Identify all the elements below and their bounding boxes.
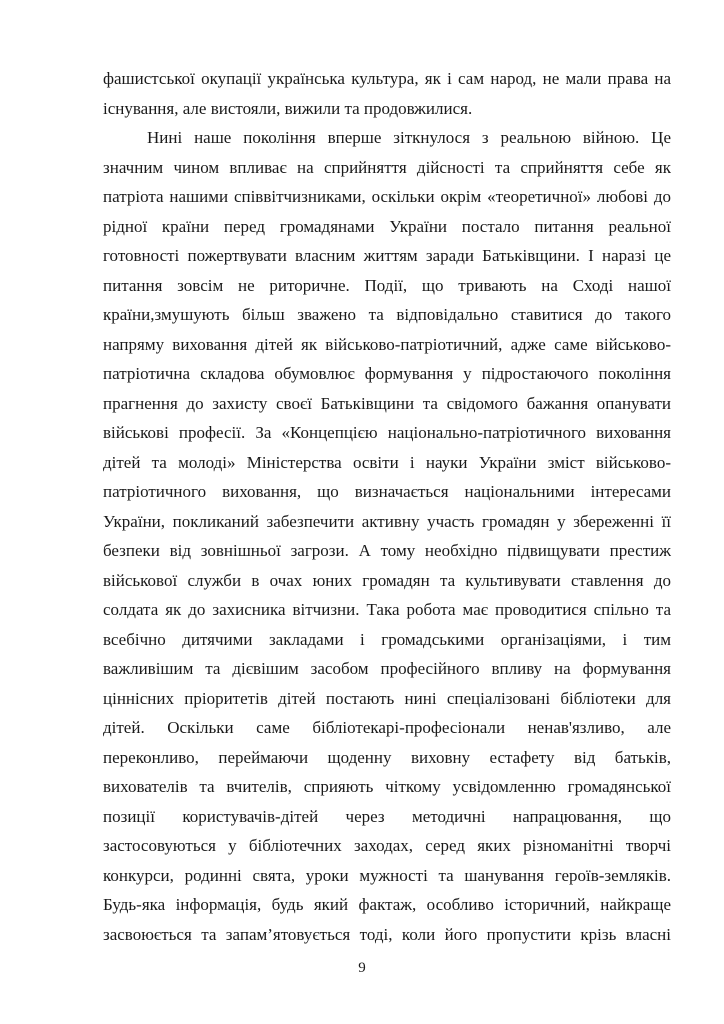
text-line: вихователів та вчителів, сприяють чіткому усвідомленню громадянської	[103, 777, 671, 796]
text-line: фашистської окупації українська культура, як і сам народ, не мали права на	[103, 69, 671, 88]
text-line: країни,змушують більш зважено та відповідально ставитися до такого	[103, 305, 671, 324]
text-line: дітей та молоді» Міністерства освіти і науки України зміст військово-	[103, 452, 671, 472]
text-line: Будь-яка інформація, будь який фактаж, особливо історичний, найкраще	[103, 895, 671, 914]
text-line: переконливо, переймаючи щоденну виховну естафету від батьків,	[103, 747, 671, 767]
text-line: патріотичного виховання, що визначається національними інтересами	[103, 482, 671, 501]
text-line: всебічно дитячими закладами і громадськими організаціями, і тим	[103, 629, 671, 649]
text-line: України, покликаний забезпечити активну участь громадян у збереженні її	[103, 511, 671, 531]
text-line: засвоюється та запам’ятовується тоді, коли його пропустити крізь власні	[103, 924, 671, 944]
text-line: прагнення до захисту своєї Батьківщини та свідомого бажання опанувати	[103, 393, 671, 413]
text-line: військової служби в очах юних громадян та культивувати ставлення до	[103, 570, 671, 590]
text-line: питання зовсім не риторичне. Події, що тривають на Сході нашої	[103, 275, 671, 295]
text-line: позиції користувачів-дітей через методичні напрацювання, що	[103, 806, 671, 826]
text-line: важливішим та дієвішим засобом професійного впливу на формування	[103, 659, 671, 678]
text-line: патріотична складова обумовлює формування у підростаючого покоління	[103, 364, 671, 383]
text-line: ціннісних пріоритетів дітей постають нині спеціалізовані бібліотеки для	[103, 688, 671, 708]
text-line: рідної країни перед громадянами України постало питання реальної	[103, 216, 671, 236]
text-line: безпеки від зовнішньої загрози. А тому необхідно підвищувати престиж	[103, 541, 671, 560]
text-line: дітей. Оскільки саме бібліотекарі-професіонали ненав'язливо, але	[103, 718, 671, 737]
text-line: військові професії. За «Концепцією національно-патріотичного виховання	[103, 423, 671, 442]
text-line: патріота нашими співвітчизниками, оскільки окрім «теоретичної» любові до	[103, 187, 671, 206]
text-line: застосовуються у бібліотечних заходах, серед яких різноманітні творчі	[103, 836, 671, 855]
page-number: 9	[358, 960, 366, 976]
text-line: значним чином впливає на сприйняття дійсності та сприйняття себе як	[103, 157, 671, 177]
text-line: напряму виховання дітей як військово-патріотичний, адже саме військово-	[103, 334, 671, 354]
text-line: Нині наше покоління вперше зіткнулося з реальною війною. Це	[147, 128, 671, 147]
text-line: солдата як до захисника вітчизни. Така робота має проводитися спільно та	[103, 600, 671, 619]
text-line: готовності пожертвувати власним життям заради Батьківщини. І наразі це	[103, 246, 671, 265]
body-text	[103, 64, 671, 949]
text-line: конкурси, родинні свята, уроки мужності та шанування героїв-земляків.	[103, 865, 671, 885]
text-line: існування, але вистояли, вижили та продовжилися.	[103, 98, 473, 118]
